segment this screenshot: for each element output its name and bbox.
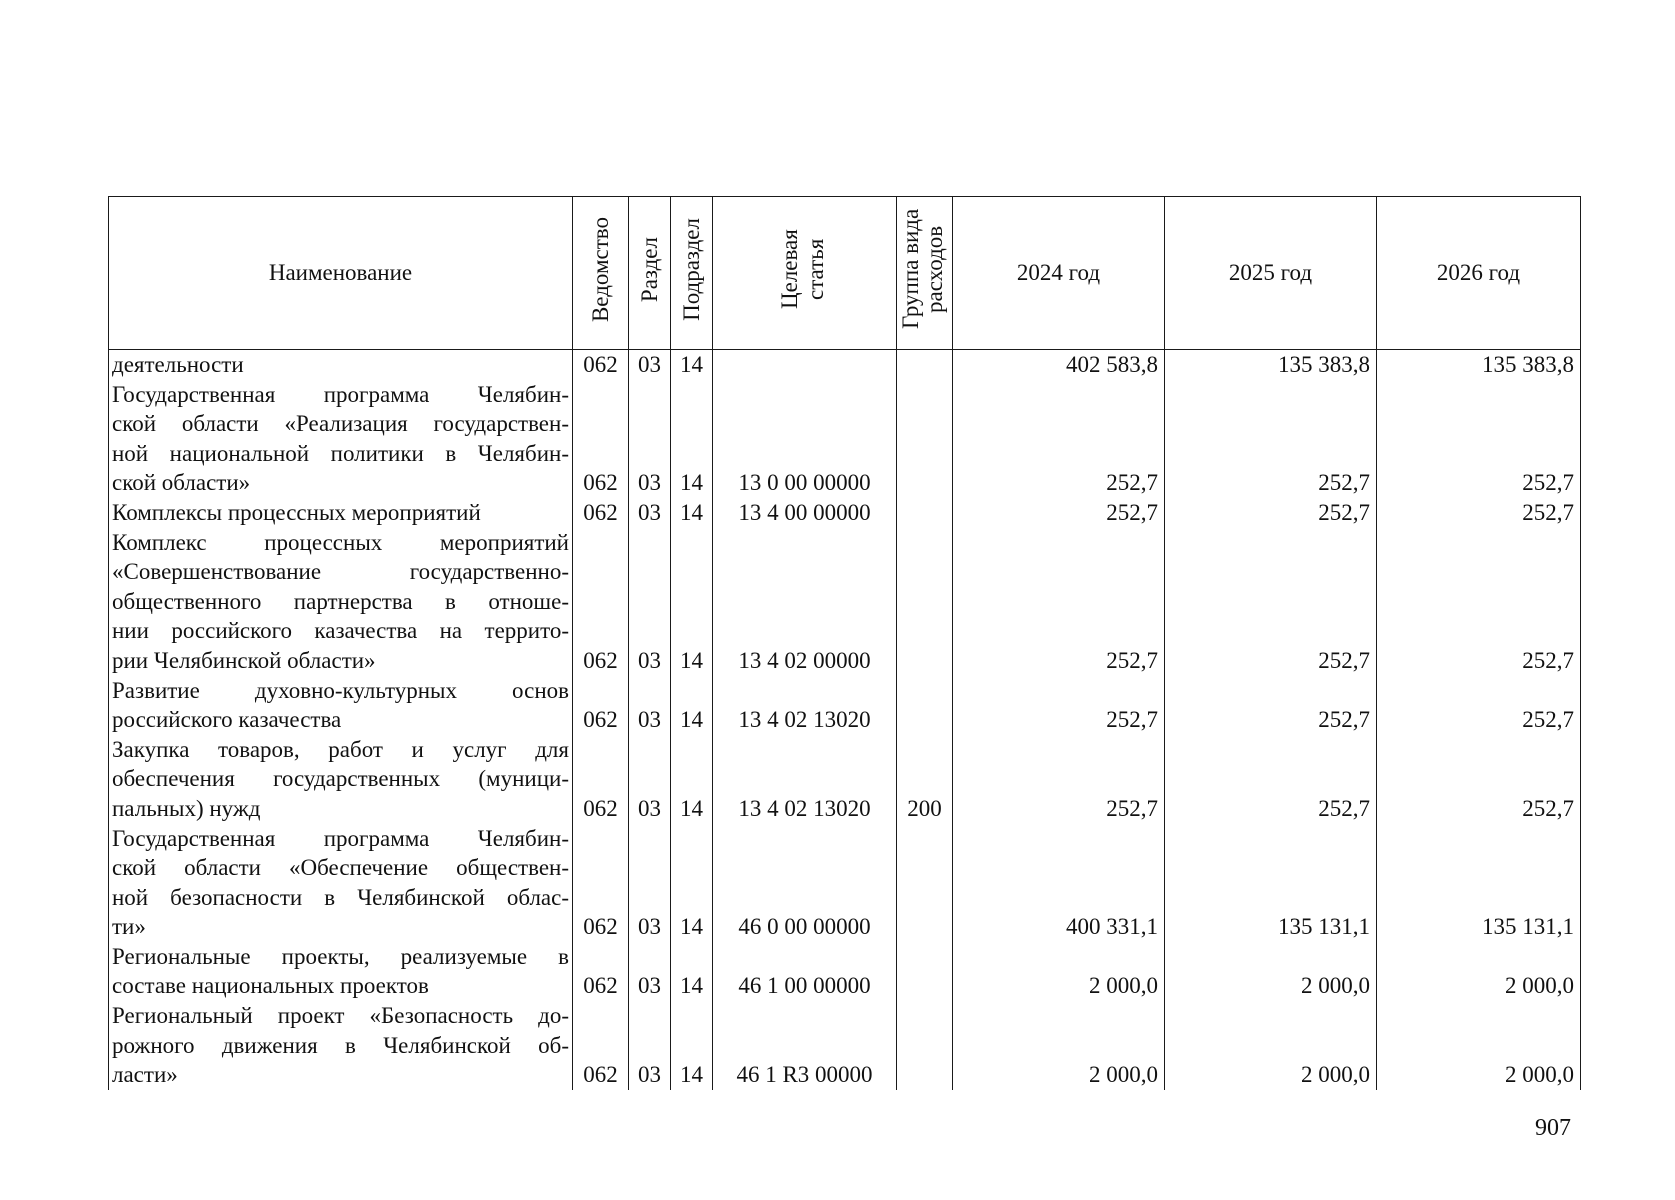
row-value-2026: 252,7 bbox=[1377, 735, 1581, 824]
row-value-2024: 252,7 bbox=[953, 528, 1165, 676]
row-expense-group bbox=[897, 498, 953, 528]
row-expense-group: 200 bbox=[897, 735, 953, 824]
table-row bbox=[109, 1001, 1581, 1090]
header-subsection bbox=[671, 197, 713, 350]
row-value-2024: 252,7 bbox=[953, 498, 1165, 528]
row-section: 03 bbox=[629, 350, 671, 380]
row-section: 03 bbox=[629, 824, 671, 942]
row-department: 062 bbox=[573, 528, 629, 676]
row-name-line: Региональный проект «Безопасность до- bbox=[112, 1003, 569, 1029]
row-subsection: 14 bbox=[671, 676, 713, 735]
row-subsection: 14 bbox=[671, 824, 713, 942]
row-department: 062 bbox=[573, 942, 629, 1001]
row-department: 062 bbox=[573, 380, 629, 498]
table-row bbox=[109, 676, 1581, 735]
row-department: 062 bbox=[573, 1001, 629, 1090]
row-name-line: ской области «Обеспечение обществен- bbox=[112, 855, 569, 881]
row-expense-group bbox=[897, 1001, 953, 1090]
header-2026: 2026 год bbox=[1377, 197, 1581, 350]
row-target-article: 13 4 02 13020 bbox=[713, 735, 897, 824]
row-name-line: «Совершенствование государственно- bbox=[112, 559, 569, 585]
table-row bbox=[109, 380, 1581, 498]
row-target-article: 46 0 00 00000 bbox=[713, 824, 897, 942]
row-target-article: 13 0 00 00000 bbox=[713, 380, 897, 498]
row-target-article bbox=[713, 350, 897, 380]
table-row bbox=[109, 942, 1581, 1001]
header-subsection-label: Подраздел bbox=[678, 217, 704, 321]
row-name-line: Государственная программа Челябин- bbox=[112, 825, 569, 851]
row-value-2025: 252,7 bbox=[1165, 735, 1377, 824]
row-value-2026: 2 000,0 bbox=[1377, 1001, 1581, 1090]
row-expense-group bbox=[897, 942, 953, 1001]
row-name-line: Комплекс процессных мероприятий bbox=[112, 529, 569, 555]
table-row bbox=[109, 528, 1581, 676]
row-name-line: Региональные проекты, реализуемые в bbox=[112, 943, 569, 969]
table-row bbox=[109, 498, 1581, 528]
row-value-2024: 2 000,0 bbox=[953, 1001, 1165, 1090]
row-expense-group bbox=[897, 676, 953, 735]
row-subsection: 14 bbox=[671, 528, 713, 676]
row-expense-group bbox=[897, 528, 953, 676]
row-name-line: общественного партнерства в отноше- bbox=[112, 588, 569, 614]
row-section: 03 bbox=[629, 676, 671, 735]
row-name-line: ной безопасности в Челябинской облас- bbox=[112, 884, 569, 910]
page-number: 907 bbox=[1535, 1115, 1571, 1141]
table-row bbox=[109, 824, 1581, 942]
row-name-line: деятельности bbox=[112, 352, 244, 377]
row-department: 062 bbox=[573, 498, 629, 528]
row-name-line: ной национальной политики в Челябин- bbox=[112, 440, 569, 466]
table-row bbox=[109, 350, 1581, 380]
header-name: Наименование bbox=[109, 197, 573, 350]
row-subsection: 14 bbox=[671, 1001, 713, 1090]
row-subsection: 14 bbox=[671, 350, 713, 380]
row-value-2026: 252,7 bbox=[1377, 380, 1581, 498]
row-section: 03 bbox=[629, 942, 671, 1001]
row-name-line: пальных) нужд bbox=[112, 795, 261, 821]
table-body bbox=[109, 350, 1581, 1090]
row-name-line: Комплексы процессных мероприятий bbox=[112, 499, 481, 525]
row-name-line: ской области «Реализация государствен- bbox=[112, 411, 569, 437]
header-department bbox=[573, 197, 629, 350]
budget-table bbox=[108, 196, 1581, 1090]
row-value-2026: 252,7 bbox=[1377, 528, 1581, 676]
row-name-line: рожного движения в Челябинской об- bbox=[112, 1032, 569, 1058]
row-value-2025: 135 131,1 bbox=[1165, 824, 1377, 942]
row-name-line: Развитие духовно-культурных основ bbox=[112, 677, 569, 703]
row-subsection: 14 bbox=[671, 942, 713, 1001]
row-name bbox=[109, 676, 573, 735]
row-value-2025: 2 000,0 bbox=[1165, 942, 1377, 1001]
row-target-article: 13 4 02 13020 bbox=[713, 676, 897, 735]
row-name-line: рии Челябинской области» bbox=[112, 647, 376, 673]
row-name-line: нии российского казачества на террито- bbox=[112, 618, 569, 644]
row-name bbox=[109, 735, 573, 824]
row-value-2026: 135 131,1 bbox=[1377, 824, 1581, 942]
row-name-line: обеспечения государственных (муници- bbox=[112, 766, 569, 792]
row-name-line: составе национальных проектов bbox=[112, 973, 429, 999]
row-name bbox=[109, 498, 573, 528]
row-department: 062 bbox=[573, 735, 629, 824]
row-name bbox=[109, 380, 573, 498]
row-section: 03 bbox=[629, 498, 671, 528]
row-subsection: 14 bbox=[671, 498, 713, 528]
row-subsection: 14 bbox=[671, 380, 713, 498]
row-expense-group bbox=[897, 350, 953, 380]
table-header-row bbox=[109, 197, 1581, 350]
row-value-2026: 252,7 bbox=[1377, 676, 1581, 735]
row-name bbox=[109, 528, 573, 676]
header-2024: 2024 год bbox=[953, 197, 1165, 350]
row-section: 03 bbox=[629, 1001, 671, 1090]
table-row bbox=[109, 735, 1581, 824]
header-section-label: Раздел bbox=[636, 236, 662, 302]
header-target-article bbox=[713, 197, 897, 350]
row-value-2024: 252,7 bbox=[953, 676, 1165, 735]
row-value-2024: 252,7 bbox=[953, 735, 1165, 824]
row-value-2025: 2 000,0 bbox=[1165, 1001, 1377, 1090]
row-department: 062 bbox=[573, 350, 629, 380]
row-target-article: 46 1 R3 00000 bbox=[713, 1001, 897, 1090]
row-target-article: 13 4 00 00000 bbox=[713, 498, 897, 528]
row-value-2024: 252,7 bbox=[953, 380, 1165, 498]
row-section: 03 bbox=[629, 735, 671, 824]
row-name bbox=[109, 1001, 573, 1090]
row-name bbox=[109, 942, 573, 1001]
row-name-line: российского казачества bbox=[112, 707, 342, 733]
row-expense-group bbox=[897, 380, 953, 498]
header-department-label: Ведомство bbox=[587, 216, 613, 322]
header-section bbox=[629, 197, 671, 350]
row-value-2025: 252,7 bbox=[1165, 528, 1377, 676]
row-expense-group bbox=[897, 824, 953, 942]
header-target-article-label: Целевая статья bbox=[776, 229, 828, 310]
row-name bbox=[109, 824, 573, 942]
row-value-2025: 252,7 bbox=[1165, 676, 1377, 735]
row-value-2025: 135 383,8 bbox=[1165, 350, 1377, 380]
row-value-2025: 252,7 bbox=[1165, 498, 1377, 528]
header-expense-group bbox=[897, 197, 953, 350]
row-name-line: Закупка товаров, работ и услуг для bbox=[112, 736, 569, 762]
row-value-2026: 135 383,8 bbox=[1377, 350, 1581, 380]
row-name-line: Государственная программа Челябин- bbox=[112, 381, 569, 407]
row-value-2025: 252,7 bbox=[1165, 380, 1377, 498]
row-section: 03 bbox=[629, 380, 671, 498]
row-section: 03 bbox=[629, 528, 671, 676]
row-name-line: ской области» bbox=[112, 470, 251, 496]
row-value-2026: 252,7 bbox=[1377, 498, 1581, 528]
row-value-2024: 400 331,1 bbox=[953, 824, 1165, 942]
header-2025: 2025 год bbox=[1165, 197, 1377, 350]
row-subsection: 14 bbox=[671, 735, 713, 824]
row-value-2026: 2 000,0 bbox=[1377, 942, 1581, 1001]
row-value-2024: 2 000,0 bbox=[953, 942, 1165, 1001]
row-name bbox=[109, 350, 573, 380]
row-value-2024: 402 583,8 bbox=[953, 350, 1165, 380]
row-target-article: 13 4 02 00000 bbox=[713, 528, 897, 676]
row-target-article: 46 1 00 00000 bbox=[713, 942, 897, 1001]
row-department: 062 bbox=[573, 824, 629, 942]
row-department: 062 bbox=[573, 676, 629, 735]
row-name-line: ласти» bbox=[112, 1062, 178, 1088]
header-expense-group-label: Группа вида расходов bbox=[897, 209, 947, 330]
row-name-line: ти» bbox=[112, 914, 146, 940]
